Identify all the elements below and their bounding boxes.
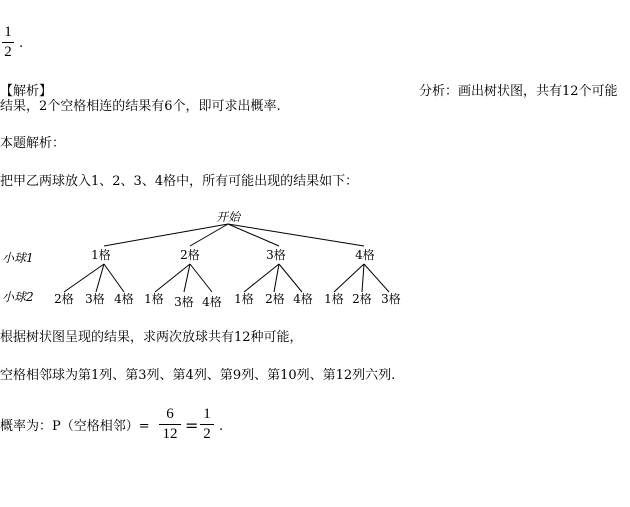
tree-edge [190,264,212,292]
step1-text: 把甲乙两球放入1、2、3、4格中，所有可能出现的结果如下： [0,174,359,189]
tree-edge [362,264,364,292]
level1-node: 2格 [180,248,200,262]
tree-edge [279,264,302,292]
tree-edge [104,264,124,292]
level2-node: 2格 [265,292,285,306]
level2-node: 1格 [324,292,344,306]
tree-lines [64,224,389,292]
level2-node: 4格 [202,295,222,309]
prob-fraction-2-numerator: 1 [203,406,211,422]
level1-node: 3格 [266,248,286,262]
level2-node: 2格 [352,292,372,306]
level2-node: 3格 [85,292,105,306]
level2-node: 3格 [381,292,401,306]
answer-suffix: . [19,36,24,51]
level2-node: 4格 [114,292,134,306]
tree-root: 开始 [215,210,241,224]
fraction-bar [200,424,214,425]
level2-node: 4格 [293,292,313,306]
step3-text: 空格相邻球为第1列、第3列、第4列、第9列、第10列、第12列六列. [0,368,396,383]
section-title: 本题解析： [0,136,66,151]
analysis-line2: 结果，2个空格相连的结果有6个，即可求出概率. [0,99,281,114]
prob-fraction-1-denominator: 12 [162,426,178,442]
step2-text: 根据树状图呈现的结果，求两次放球共有12种可能， [0,330,303,345]
tree-edge [334,264,364,292]
answer-numerator: 1 [4,24,12,40]
prob-fraction-2 [200,406,214,443]
level1-label: 小球1 [2,251,34,265]
answer-denominator: 2 [4,44,12,60]
analysis-right: 分析：画出树状图，共有12个可能 [419,84,618,99]
tree-edge [228,224,364,246]
prob-suffix: . [219,419,224,434]
prob-fraction-1 [159,406,181,443]
level2-node: 3格 [174,295,194,309]
level1-node: 4格 [355,248,375,262]
level1-node: 1格 [91,248,111,262]
level2-node: 1格 [144,292,164,306]
analysis-heading: 【解析】 [0,84,53,99]
fraction-bar [159,424,181,425]
level2-node: 2格 [54,292,74,306]
tree-edge [364,264,389,292]
prob-fraction-1-numerator: 6 [166,406,174,422]
level2-node: 1格 [234,292,254,306]
tree-edge [228,224,279,246]
tree-edge [244,264,279,292]
tree-edge [64,264,104,292]
prob-equals: = [185,416,199,435]
prob-fraction-2-denominator: 2 [203,426,211,442]
prob-prefix: 概率为：P（空格相邻）= [0,419,150,434]
level2-label: 小球2 [2,290,34,304]
tree-edge [274,264,279,292]
